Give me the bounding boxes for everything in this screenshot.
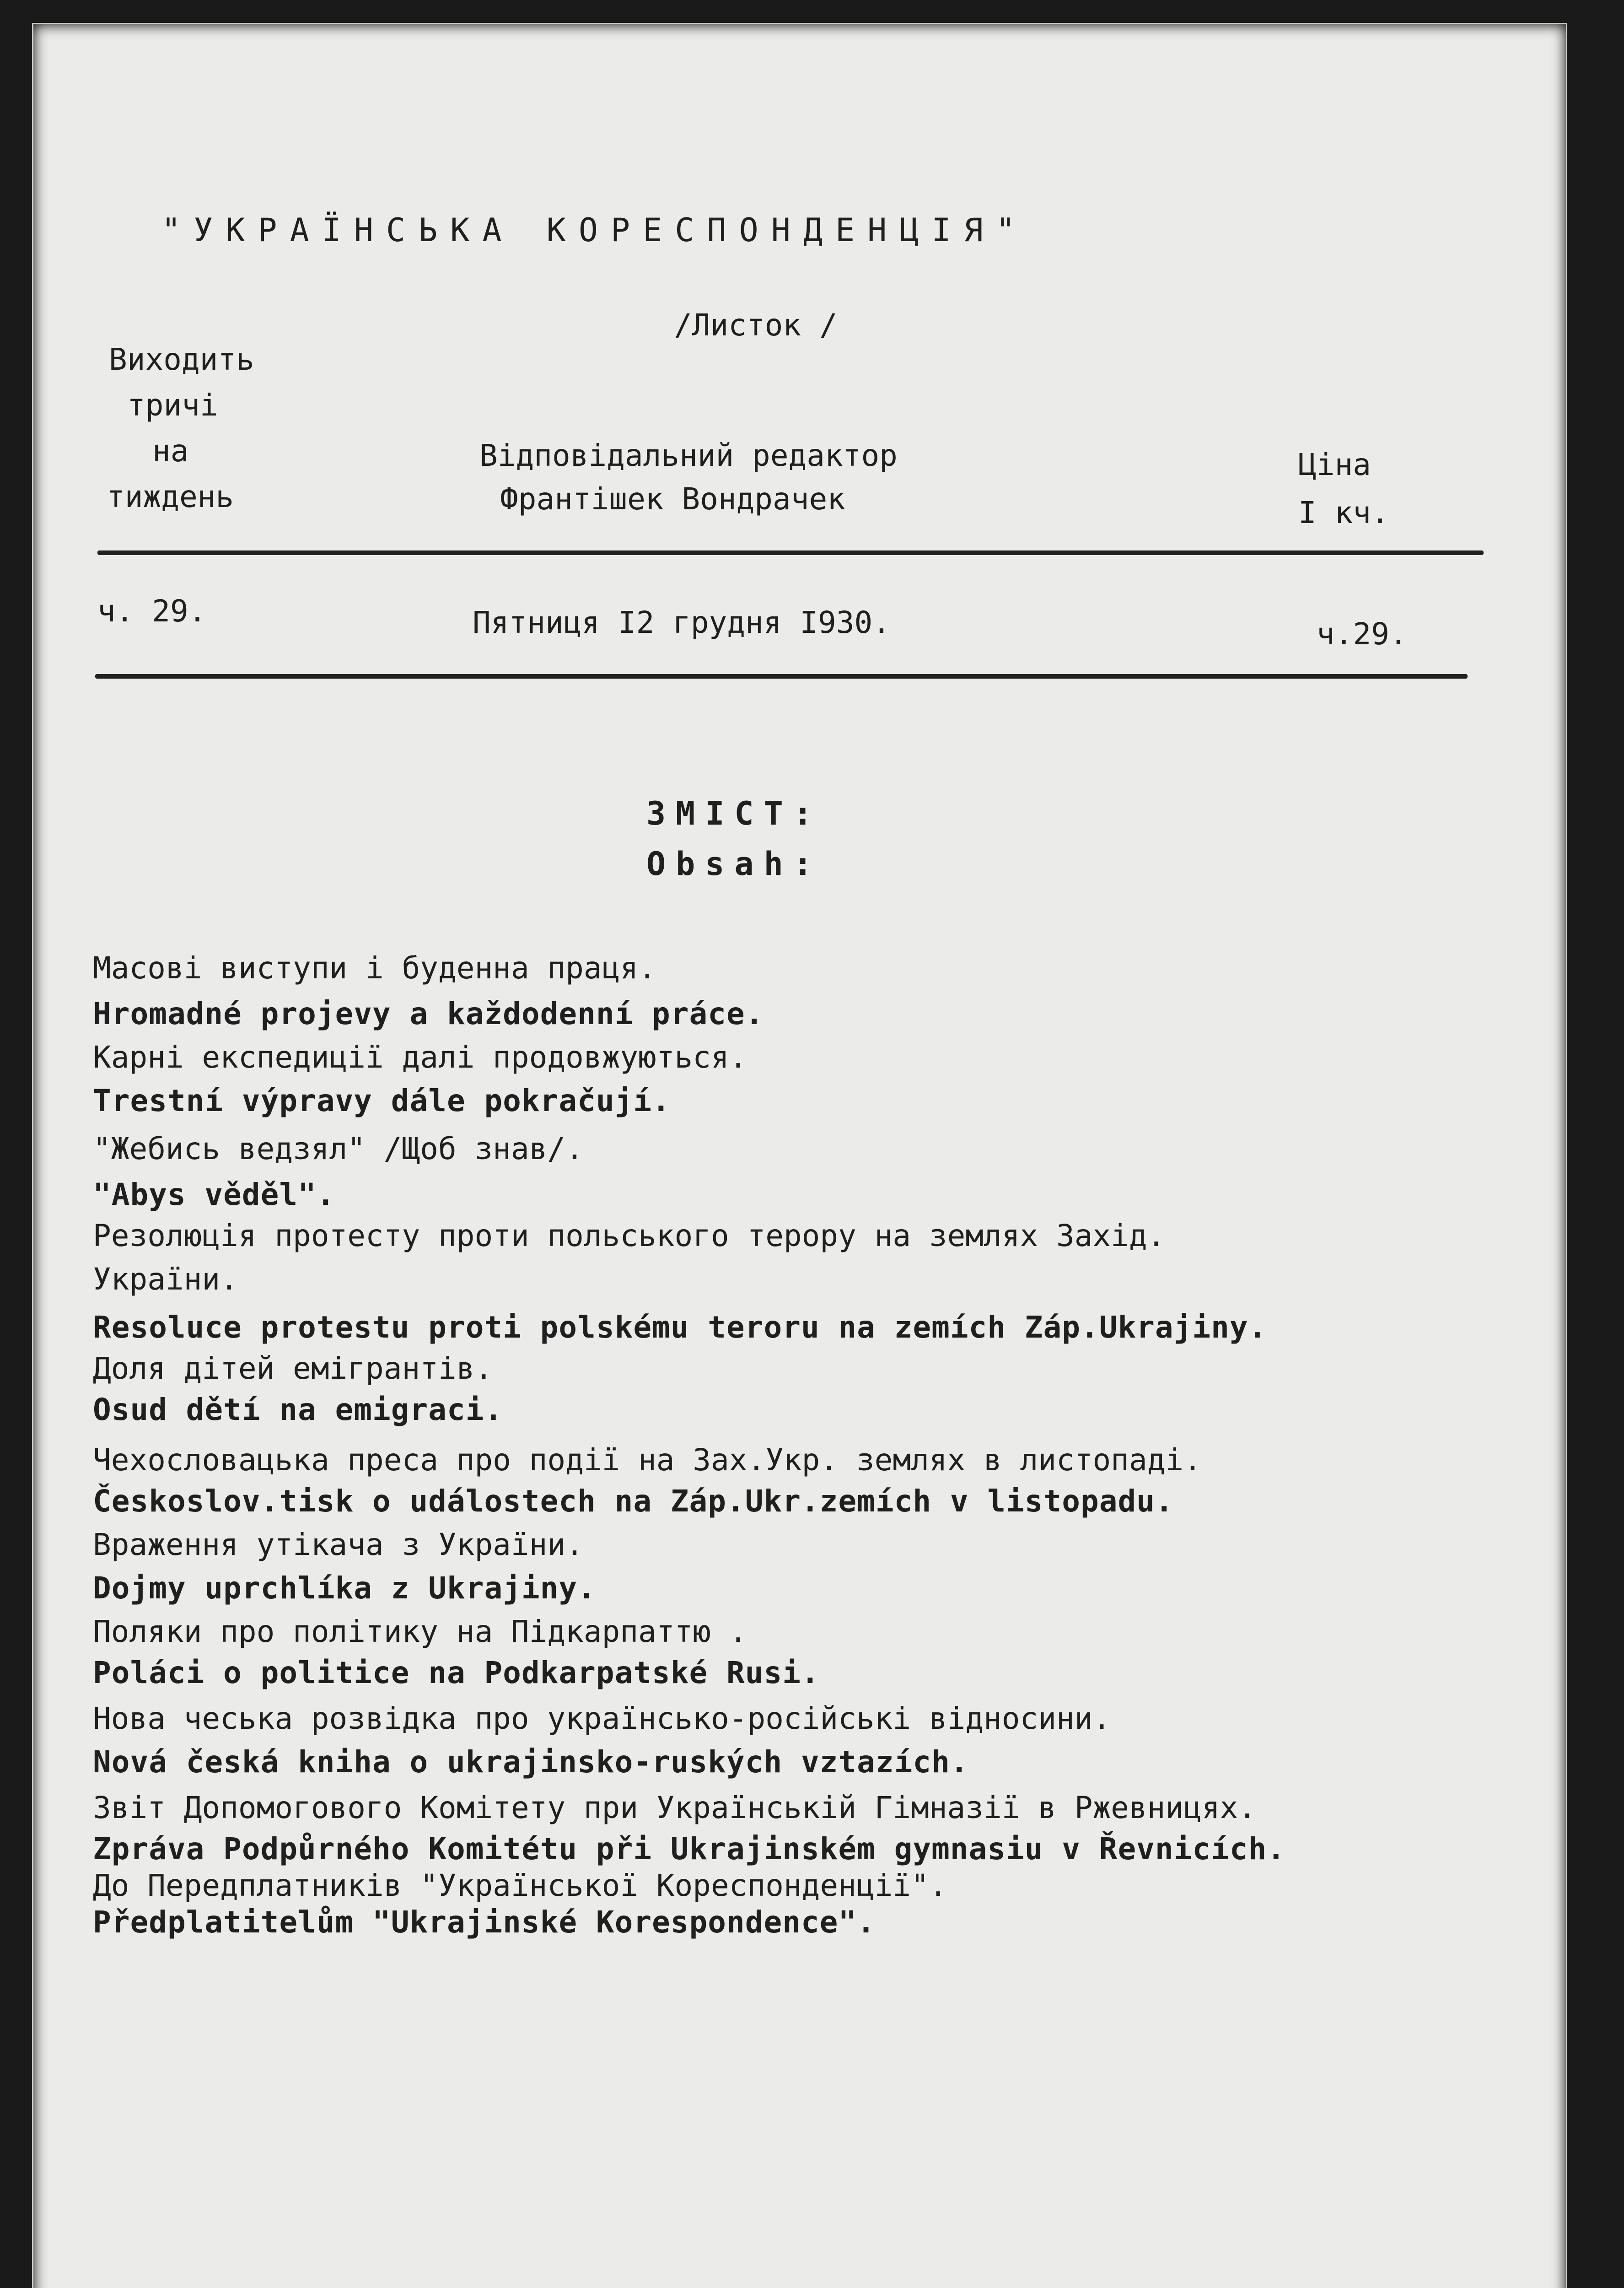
toc-line: Dojmy uprchlíka z Ukrajiny. (93, 1570, 596, 1606)
issue-number-right: ч.29. (1317, 616, 1408, 652)
toc-line: Trestní výpravy dále pokračují. (93, 1083, 671, 1118)
toc-line: Hromadné projevy a každodenní práce. (93, 996, 764, 1031)
toc-line: До Передплатників "Української Кореспонденції". (93, 1868, 947, 1903)
toc-line: Масові виступи і буденна праця. (93, 950, 656, 986)
toc-line: Předplatitelům "Ukrajinské Korespondence". (93, 1905, 876, 1940)
publication-title: "УКРАЇНСЬКА КОРЕСПОНДЕНЦІЯ" (161, 211, 1028, 249)
frequency-line-1: Виходить (109, 342, 254, 377)
price-value: I кч. (1298, 495, 1389, 530)
toc-line: Поляки про політику на Підкарпаттю . (93, 1614, 747, 1649)
frequency-line-4: тиждень (107, 479, 234, 514)
toc-line: Zpráva Podpůrného Komitétu při Ukrajinském gymnasiu v Řevnicích. (93, 1831, 1286, 1867)
frequency-line-2: тричі (127, 388, 218, 423)
toc-line: України. (93, 1262, 238, 1297)
contents-heading-cz: Obsah: (646, 845, 823, 883)
header-rule-top (97, 550, 1484, 555)
issue-number-left: ч. 29. (97, 594, 207, 629)
toc-line: Českoslov.tisk o událostech na Záp.Ukr.zemích v listopadu. (93, 1484, 1174, 1519)
toc-line: Poláci o politice na Podkarpatské Rusi. (93, 1655, 820, 1690)
contents-heading-uk: ЗМІСТ: (646, 795, 823, 832)
toc-line: Резолюція протесту проти польського терору на землях Захід. (93, 1218, 1166, 1253)
issue-date: Пятниця I2 грудня I930. (473, 605, 891, 640)
editor-role: Відповідальний редактор (479, 438, 898, 473)
toc-line: "Abys věděl". (93, 1177, 335, 1212)
toc-line: Чехословацька преса про події на Зах.Укр. землях в листопаді. (93, 1442, 1202, 1478)
toc-line: Osud dětí na emigraci. (93, 1392, 503, 1427)
toc-line: "Жебись ведзял" /Щоб знав/. (93, 1131, 584, 1166)
frequency-line-3: на (152, 433, 189, 469)
publication-subtitle: /Листок / (674, 308, 838, 343)
editor-name: Франтішек Вондрачек (500, 481, 845, 517)
header-rule-bottom (95, 674, 1468, 679)
toc-line: Звіт Допомогового Комітету при Українській Гімназії в Ржевницях. (93, 1790, 1257, 1825)
toc-line: Нова чеська розвідка про українсько-російські відносини. (93, 1701, 1111, 1736)
document-page (32, 23, 1567, 2288)
toc-line: Враження утікача з України. (93, 1527, 584, 1562)
toc-line: Карні експедиції далі продовжуються. (93, 1040, 747, 1075)
toc-line: Nová česká kniha o ukrajinsko-ruských vztazích. (93, 1744, 969, 1780)
toc-line: Resoluce protestu proti polskému teroru na zemích Záp.Ukrajiny. (93, 1310, 1267, 1345)
price-label: Ціна (1298, 447, 1371, 482)
toc-line: Доля дітей емігрантів. (93, 1351, 493, 1386)
